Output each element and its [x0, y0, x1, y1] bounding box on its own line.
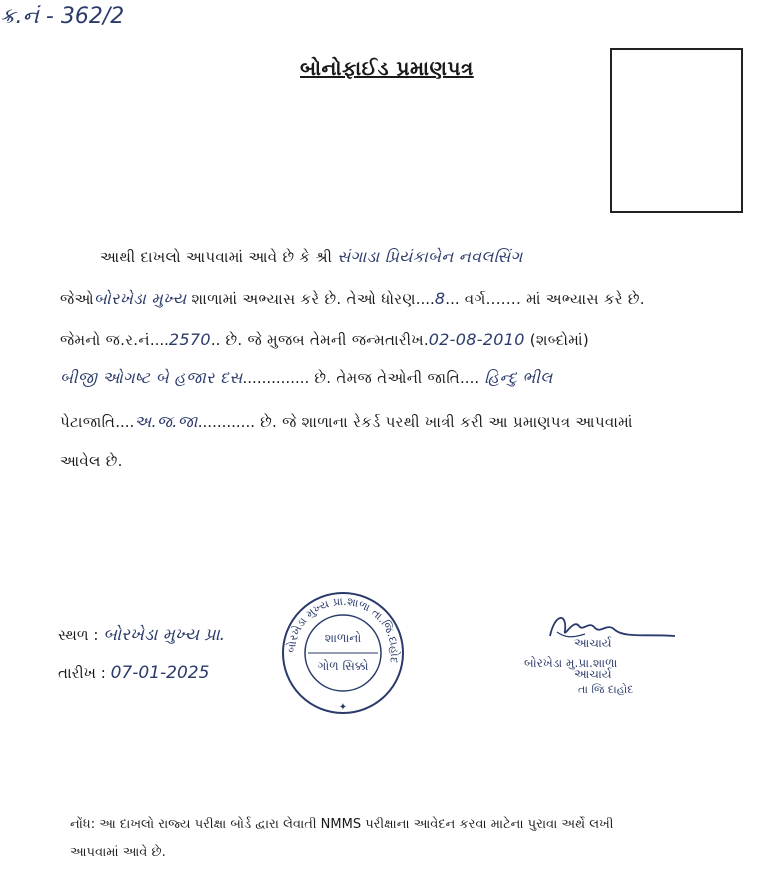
- seal-center-bottom: ગોળ સિક્કો: [317, 659, 369, 673]
- body-line-4: બીજી ઓગષ્ટ બે હજાર દસ.............. છે. તેમજ તેઓની જાતિ.... હિન્દુ ભીલ: [60, 368, 553, 387]
- principal-stamp-label: આચાર્ય: [574, 636, 612, 650]
- line5-prefix: પેટાજાતિ: [60, 413, 116, 431]
- svg-text:બોરખેડા મુખ્ય પ્રા.શાળા તા.જિ.: [285, 595, 401, 664]
- subcaste-value: અ.જ.જા: [134, 412, 198, 431]
- line2-prefix: જેઓ: [60, 290, 94, 308]
- seal-star-icon: ✦: [338, 702, 348, 713]
- body-line-6: આવેલ છે.: [60, 452, 123, 470]
- principal-signature: [545, 608, 680, 648]
- line3-prefix: જેમનો જ.ર.નં: [60, 331, 150, 349]
- dob-value: 02-08-2010: [428, 330, 525, 349]
- standard-value: 8: [434, 289, 446, 308]
- note-line-2: આપવામાં આવે છે.: [70, 845, 166, 860]
- date-row: [58, 663, 209, 683]
- date-value: 07-01-2025: [110, 663, 210, 683]
- place-row: [58, 625, 225, 645]
- principal-title: આચાર્ય: [574, 667, 612, 681]
- date-label: તારીખ :: [58, 664, 106, 682]
- photo-placeholder-box: [610, 48, 743, 213]
- line3-mid: છે. જે મુજબ તેમની જન્મતારીખ: [225, 331, 424, 349]
- caste-value: હિન્દુ ભીલ: [484, 368, 553, 387]
- school-name-value: બોરખેડા મુખ્ય: [93, 289, 187, 308]
- school-seal: [280, 590, 406, 716]
- line5-suffix: છે. જે શાળાના રેકર્ડ પરથી ખાત્રી કરી આ પ્રમાણપત્ર આપવામાં: [260, 413, 633, 431]
- dob-words-value: બીજી ઓગષ્ટ બે હજાર દસ: [60, 368, 243, 387]
- page-title: બોનોફાઈડ પ્રમાણપત્ર: [300, 56, 474, 80]
- line1-prefix: આથી દાખલો આપવામાં આવે છે કે શ્રી: [100, 248, 333, 266]
- student-name: સંગાડા પ્રિયંકાબેન નવલસિંગ: [337, 247, 523, 266]
- place-value: બોરખેડા મુખ્ય પ્રા.: [103, 625, 226, 645]
- principal-place: તા જિ દાહોદ: [578, 683, 634, 696]
- principal-school-name: બોરખેડા મુ.પ્રા.શાળા: [524, 656, 618, 670]
- place-label: સ્થળ :: [58, 626, 99, 644]
- body-line-3: જેમનો જ.ર.નં....2570.. છે. જે મુજબ તેમની જન્મતારીખ.02-08-2010 (શબ્દોમાં): [60, 330, 589, 349]
- note-line-1: નોંધ: આ દાખલો રાજ્ય પરીક્ષા બોર્ડ દ્વારા લેવાતી NMMS પરીક્ષાના આવેદન કરવા માટેના પુરાવા અર્થે લખી: [70, 817, 614, 832]
- line2-suffix: વર્ગ....... માં અભ્યાસ કરે છે.: [464, 290, 645, 308]
- gr-number-value: 2570: [168, 330, 211, 349]
- seal-ring-text: બોરખેડા મુખ્ય પ્રા.શાળા તા.જિ.દાહોદ: [284, 594, 402, 665]
- body-line-1: [100, 247, 523, 267]
- line3-suffix: (શબ્દોમાં): [529, 331, 589, 349]
- line4-mid: છે. તેમજ તેઓની જાતિ: [314, 369, 461, 387]
- body-line-5: પેટાજાતિ....અ.જ.જા............ છે. જે શાળાના રેકર્ડ પરથી ખાત્રી કરી આ પ્રમાણપત્ર આપવામાં: [60, 412, 633, 431]
- seal-center-top: શાળાનો: [324, 631, 362, 645]
- reference-number: ક્ર.નં - 362/2: [0, 4, 125, 29]
- line2-mid: શાળામાં અભ્યાસ કરે છે. તેઓ ધોરણ: [191, 290, 416, 308]
- body-line-2: જેઓબોરખેડા મુખ્ય શાળામાં અભ્યાસ કરે છે. તેઓ ધોરણ....8... વર્ગ....... માં અભ્યાસ કરે છે.: [60, 289, 645, 308]
